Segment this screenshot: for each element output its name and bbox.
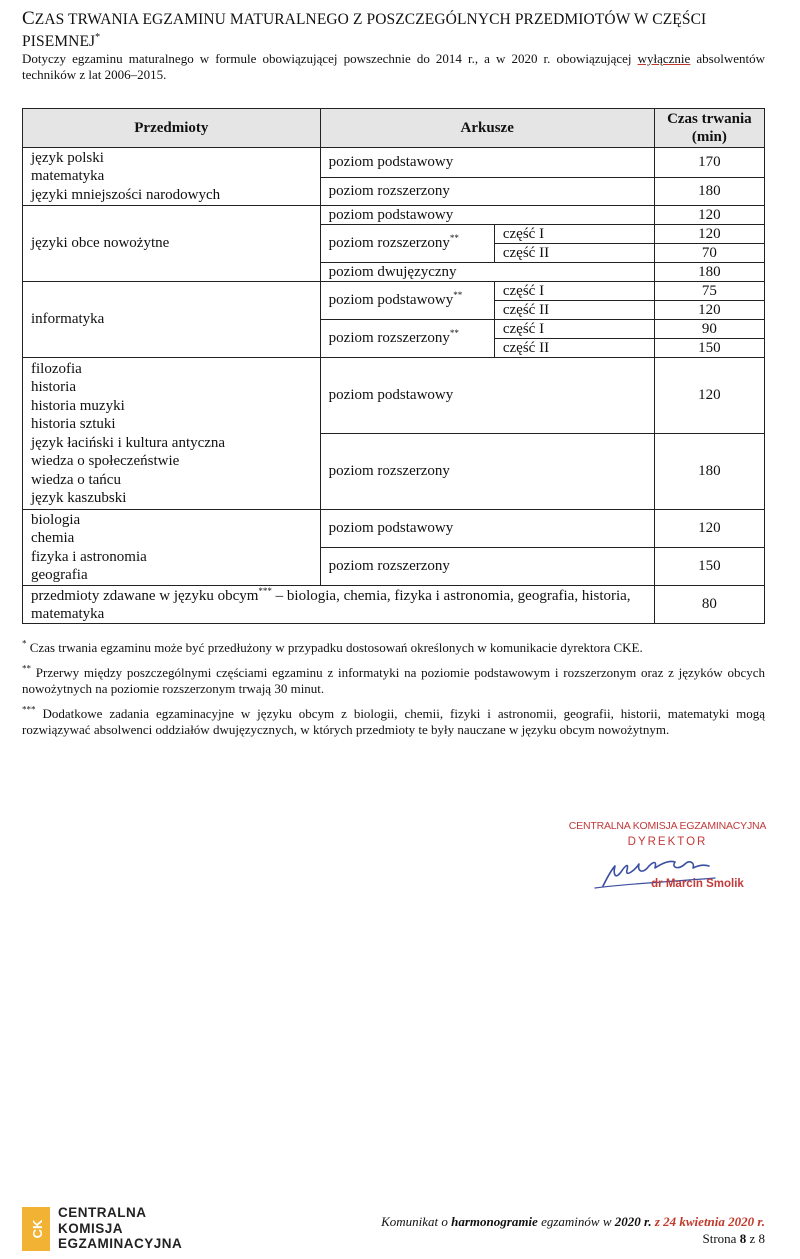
foreign-language-before: przedmioty zdawane w języku obcym <box>31 587 259 604</box>
part-cell: część II <box>494 339 654 358</box>
subject-item: historia sztuki <box>31 416 116 432</box>
level-cell: poziom podstawowy <box>320 148 654 178</box>
level-cell: poziom rozszerzony <box>320 548 654 586</box>
subtitle-before: Dotyczy egzaminu maturalnego w formule obowiązującej powszechnie do 2014 r., a w 2020 r. obowiązującej <box>22 51 638 66</box>
foreign-language-after: – biologia, chemia, fizyka i astronomia, geografia, historia, matematyka <box>31 587 631 622</box>
footnote-text: Dodatkowe zadania egzaminacyjne w języku obcym z biologii, chemii, fizyki i astronomii, geografii, historii, matematyki mogą rozwiązywać absolwenci oddziałów dwujęzycznych, w których przedmioty te były nauczane w języku obcym nowożytnym. <box>22 706 765 737</box>
subtitle-underlined: wyłącznie <box>637 51 691 66</box>
subject-item: języki mniejszości narodowych <box>31 186 221 203</box>
page-number <box>381 1230 765 1247</box>
time-cell: 80 <box>654 586 764 624</box>
subject-item: geografia <box>31 567 88 583</box>
stamp-role: DYREKTOR <box>627 836 708 848</box>
subject-item: biologia <box>31 511 81 528</box>
time-cell: 120 <box>654 358 764 434</box>
level-cell: poziom dwujęzyczny <box>320 263 654 282</box>
page-title <box>22 8 767 53</box>
footer-part: 2020 r. <box>614 1214 652 1229</box>
footer-date: z 24 kwietnia 2020 r. <box>651 1214 765 1229</box>
level-cell <box>320 320 494 358</box>
level-cell: poziom podstawowy <box>320 206 654 225</box>
title-text: ZAS TRWANIA EGZAMINU MATURALNEGO Z POSZCZEGÓLNYCH PRZEDMIOTÓW W CZĘŚCI PISEMNEJ <box>22 11 707 50</box>
part-cell: część I <box>494 282 654 301</box>
stamp-organization: CENTRALNA KOMISJA EGZAMINACYJNA <box>568 820 767 832</box>
footnote-mark: ** <box>453 290 463 300</box>
footnote-mark: ** <box>22 663 31 674</box>
level-cell: poziom podstawowy <box>320 510 654 548</box>
time-cell: 70 <box>654 244 764 263</box>
header-subjects: Przedmioty <box>23 109 321 148</box>
level-cell: poziom rozszerzony <box>320 434 654 510</box>
subtitle-after: absolwentów techników z lat 2006–2015. <box>22 51 765 82</box>
footnote-mark: ** <box>449 328 459 338</box>
exam-duration-table <box>22 108 765 624</box>
subject-item: fizyka i astronomia <box>31 548 147 565</box>
level-label: poziom rozszerzony <box>328 235 450 251</box>
subject-item: język kaszubski <box>31 490 127 506</box>
time-cell: 180 <box>654 178 764 206</box>
footnote-mark: ** <box>449 233 459 243</box>
table-row <box>23 148 765 178</box>
title-first-letter: C <box>22 8 35 29</box>
subjects-cell <box>23 148 321 206</box>
subjects-cell <box>23 510 321 586</box>
table-row <box>23 586 765 624</box>
cke-logo-mark-text: CK <box>30 1219 45 1239</box>
time-cell: 170 <box>654 148 764 178</box>
footer-announcement <box>381 1213 765 1230</box>
footnotes <box>22 640 765 747</box>
subject-item: chemia <box>31 530 75 546</box>
subject-item: wiedza o tańcu <box>31 471 121 488</box>
subject-item: język polski <box>31 149 104 166</box>
part-cell: część II <box>494 301 654 320</box>
subject-cell: informatyka <box>23 282 321 358</box>
footnote <box>22 706 765 738</box>
table-row <box>23 282 765 301</box>
level-cell <box>320 225 494 263</box>
subject-item: historia <box>31 379 76 395</box>
level-cell: poziom rozszerzony <box>320 178 654 206</box>
page-word: Strona <box>702 1231 740 1246</box>
subject-item: język łaciński i kultura antyczna <box>31 434 226 451</box>
logo-line: KOMISJA <box>58 1220 124 1236</box>
footnote-mark: *** <box>258 585 272 596</box>
subject-item: matematyka <box>31 168 105 185</box>
time-cell: 180 <box>654 434 764 510</box>
page-footer <box>381 1213 765 1247</box>
stamp-name: dr Marcin Smolik <box>651 878 744 890</box>
footnote-mark: * <box>22 638 27 649</box>
table-header-row <box>23 109 765 148</box>
time-cell: 180 <box>654 263 764 282</box>
subject-item: historia muzyki <box>31 397 125 414</box>
page-current: 8 <box>739 1231 747 1246</box>
footnote-mark: *** <box>22 704 36 715</box>
part-cell: część I <box>494 225 654 244</box>
subject-item: wiedza o społeczeństwie <box>31 453 180 469</box>
footnote-text: Przerwy między poszczególnymi częściami egzaminu z informatyki na poziomie podstawowym i rozszerzonym oraz z języków obcych nowożytnych na poziomie rozszerzonym trwają 30 minut. <box>22 665 765 696</box>
title-footnote-mark: * <box>95 31 101 43</box>
table-row <box>23 358 765 434</box>
time-cell: 120 <box>654 206 764 225</box>
cke-logo <box>22 1205 192 1253</box>
header-duration: Czas trwania (min) <box>654 109 764 148</box>
time-cell: 120 <box>654 510 764 548</box>
footer-part: Komunikat o <box>381 1214 452 1229</box>
table-row <box>23 510 765 548</box>
cke-logo-text <box>58 1205 182 1252</box>
level-cell <box>320 282 494 320</box>
part-cell: część II <box>494 244 654 263</box>
footnote-text: Czas trwania egzaminu może być przedłużony w przypadku dostosowań określonych w komunikacie dyrektora CKE. <box>26 640 643 655</box>
time-cell: 150 <box>654 548 764 586</box>
part-cell: część I <box>494 320 654 339</box>
subjects-cell <box>23 358 321 510</box>
table-row <box>23 206 765 225</box>
footer-part: harmonogramie <box>451 1214 538 1229</box>
level-label: poziom rozszerzony <box>328 330 450 346</box>
foreign-language-subjects-cell <box>23 586 655 624</box>
time-cell: 75 <box>654 282 764 301</box>
time-cell: 120 <box>654 301 764 320</box>
time-cell: 90 <box>654 320 764 339</box>
subject-cell: języki obce nowożytne <box>23 206 321 282</box>
logo-line: EGZAMINACYJNA <box>58 1236 183 1251</box>
director-stamp <box>565 820 775 900</box>
time-cell: 120 <box>654 225 764 244</box>
footnote <box>22 640 765 656</box>
footnote <box>22 665 765 697</box>
header-sheets: Arkusze <box>320 109 654 148</box>
subject-item: filozofia <box>31 360 82 377</box>
level-label: poziom podstawowy <box>328 292 454 308</box>
level-cell: poziom podstawowy <box>320 358 654 434</box>
cke-logo-icon <box>22 1207 50 1251</box>
time-cell: 150 <box>654 339 764 358</box>
logo-line: CENTRALNA <box>58 1205 147 1220</box>
subtitle <box>22 51 765 83</box>
footer-part: egzaminów w <box>537 1214 615 1229</box>
page-total: z 8 <box>746 1231 765 1246</box>
